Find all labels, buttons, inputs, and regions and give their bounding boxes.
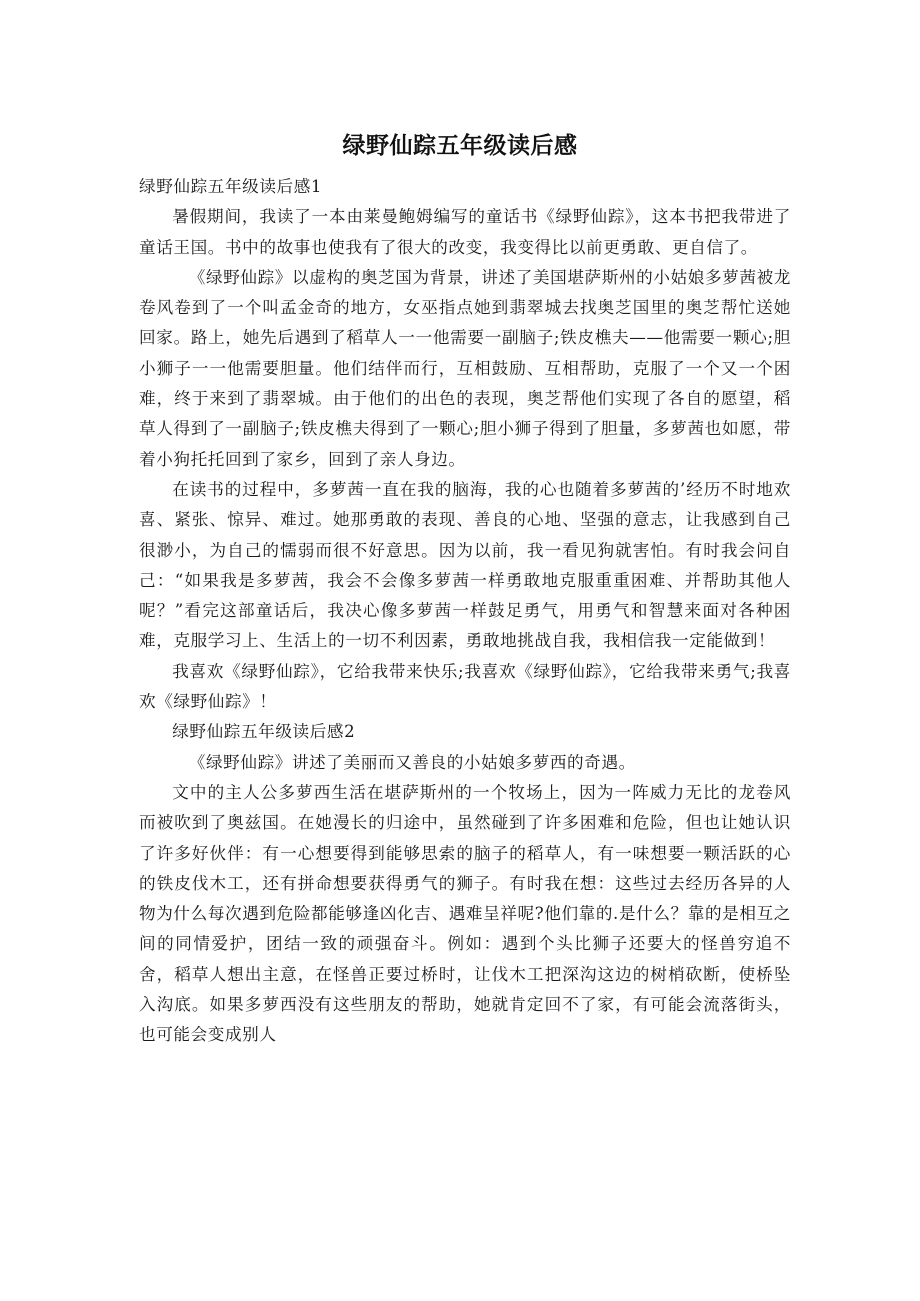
section-heading-1: 绿野仙踪五年级读后感1	[139, 177, 323, 196]
section-heading-2: 绿野仙踪五年级读后感2	[172, 722, 356, 742]
paragraph: 暑假期间，我读了一本由莱曼鲍姆编写的童话书《绿野仙踪》，这本书把我带进了童话王国。书中的故事也使我有了很大的改变，我变得比以前更勇敢、更自信了。	[139, 207, 791, 257]
paragraph: 《绿野仙踪》以虚构的奥芝国为背景，讲述了美国堪萨斯州的小姑娘多萝茜被龙卷风卷到了一个叫孟金奇的地方，女巫指点她到翡翠城去找奥芝国里的奥芝帮忙送她回家。路上，她先后遇到了稻草人一一他需要一副脑子;铁皮樵夫——他需要一颗心;胆小狮子一一他需要胆量。他们结伴而行，互相鼓励、互相帮助，克服了一个又一个困难，终于来到了翡翠城。由于他们的出色的表现，奥芝帮他们实现了各自的愿望，稻草人得到了一副脑子;铁皮樵夫得到了一颗心;胆小狮子得到了胆量，多萝茜也如愿，带着小狗托托回到了家乡，回到了亲人身边。	[139, 267, 791, 469]
paragraph: 文中的主人公多萝西生活在堪萨斯州的一个牧场上，因为一阵威力无比的龙卷风而被吹到了奥兹国。在她漫长的归途中，虽然碰到了许多困难和危险，但也让她认识了许多好伙伴：有一心想要得到能够思索的脑子的稻草人，有一味想要一颗活跃的心的铁皮伐木工，还有拼命想要获得勇气的狮子。有时我在想：这些过去经历各异的人物为什么每次遇到危险都能够逢凶化吉、遇难呈祥呢?他们靠的.是什么？靠的是相互之间的同情爱护，团结一致的顽强奋斗。例如：遇到个头比狮子还要大的怪兽穷追不舍，稻草人想出主意，在怪兽正要过桥时，让伐木工把深沟这边的树梢砍断，使桥坠入沟底。如果多萝西没有这些朋友的帮助，她就肯定回不了家，有可能会流落街头，也可能会变成别人	[139, 782, 791, 1045]
paragraph: 《绿野仙踪》讲述了美丽而又善良的小姑娘多萝西的奇遇。	[188, 752, 636, 772]
document-body	[139, 172, 791, 1051]
document-title: 绿野仙踪五年级读后感	[342, 133, 578, 159]
paragraph: 在读书的过程中，多萝茜一直在我的脑海，我的心也随着多萝茜的’经历不时地欢喜、紧张、惊异、难过。她那勇敢的表现、善良的心地、坚强的意志，让我感到自己很渺小，为自己的懦弱而很不好意思。因为以前，我一看见狗就害怕。有时我会问自己：“如果我是多萝茜，我会不会像多萝茜一样勇敢地克服重重困难、并帮助其他人呢？”看完这部童话后，我决心像多萝茜一样鼓足勇气，用勇气和智慧来面对各种困难，克服学习上、生活上的一切不利因素，勇敢地挑战自我，我相信我一定能做到！	[139, 479, 791, 651]
paragraph: 我喜欢《绿野仙踪》，它给我带来快乐;我喜欢《绿野仙踪》，它给我带来勇气;我喜欢《绿野仙踪》！	[139, 661, 791, 712]
